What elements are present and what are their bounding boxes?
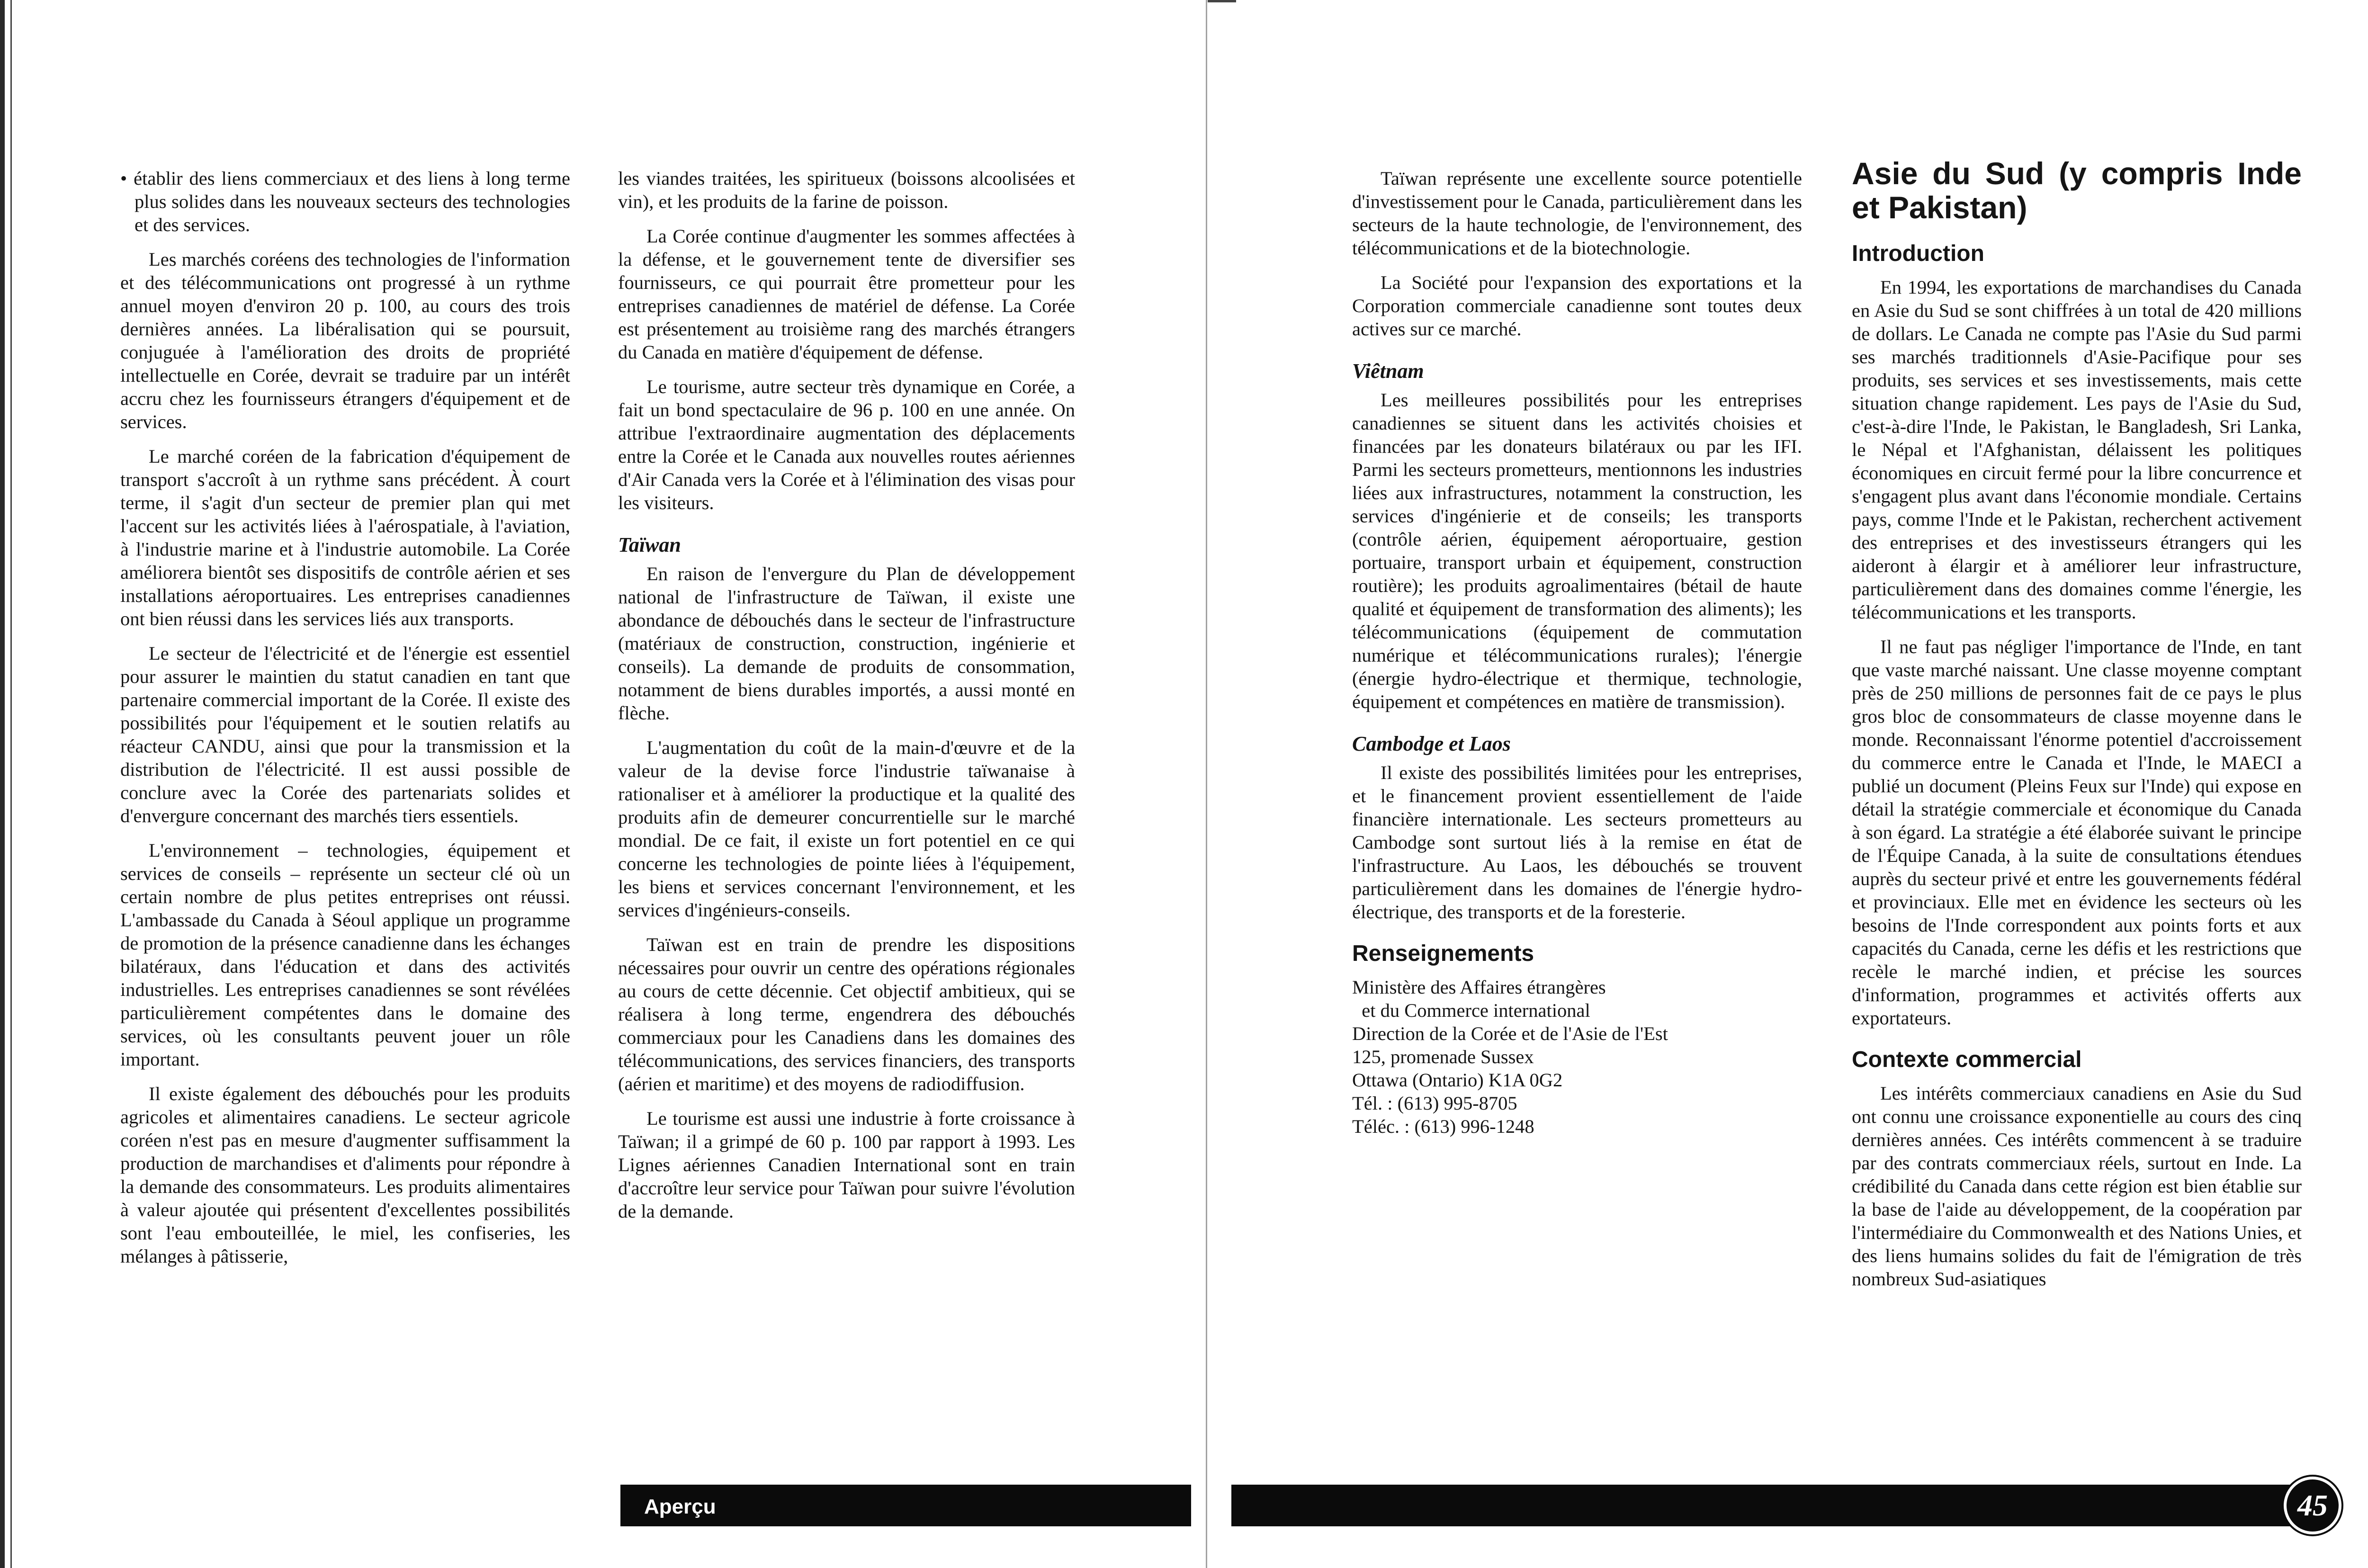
address-line: Ottawa (Ontario) K1A 0G2 bbox=[1352, 1069, 1563, 1091]
address-line: 125, promenade Sussex bbox=[1352, 1046, 1534, 1067]
paragraph: Les marchés coréens des technologies de l'information et des télécommunications ont progressé à un rythme annuel moyen d'environ 20 p. 100, au cours des trois dernières années. La libéralisation qui se poursuit, conjuguée à l'amélioration des droits de propriété intellectuelle en Corée, devrait se traduire par un intérêt accru chez les fournisseurs étrangers d'équipement et de services. bbox=[120, 249, 570, 432]
paragraph: Le secteur de l'électricité et de l'énergie est essentiel pour assurer le maintien du statut canadien en tant que partenaire commercial important de la Corée. Il existe des possibilités pour l'équipement et le soutien relatifs au réacteur CANDU, ainsi que pour la transmission et la distribution de l'électricité. Il est aussi possible de conclure avec la Corée des partenariats solides et d'envergure concernant des marchés tiers essentiels. bbox=[120, 643, 570, 826]
paragraph: Les intérêts commerciaux canadiens en Asie du Sud ont connu une croissance exponentielle au cours des cinq dernières années. Ces intérêts commencent à se traduire par des contrats commerciaux réels, surtout en Inde. La crédibilité du Canada dans cette région est bien établie sur la base de l'aide au développement, de la coopération par l'intermédiaire du Commonwealth et des Nations Unies, et des liens humains solides du fait de l'émigration de très nombreux Sud-asiatiques bbox=[1852, 1083, 2302, 1290]
right-page-column-4 bbox=[1852, 156, 2302, 1302]
left-page-column-2 bbox=[618, 167, 1075, 1234]
right-footer-bar bbox=[1231, 1485, 2316, 1526]
section-heading-taiwan: Taïwan bbox=[618, 533, 681, 556]
paragraph: La Société pour l'expansion des exportations et la Corporation commerciale canadienne sont toutes deux actives sur ce marché. bbox=[1352, 272, 1802, 340]
right-page-column-3 bbox=[1352, 167, 1802, 1138]
chapter-title: Asie du Sud (y compris Inde et Pakistan) bbox=[1852, 156, 2302, 225]
phone-line: Tél. : (613) 995-8705 bbox=[1352, 1093, 1517, 1114]
top-gutter-mark bbox=[1208, 0, 1236, 2]
page-number: 45 bbox=[2297, 1488, 2328, 1522]
paragraph: Le marché coréen de la fabrication d'équipement de transport s'accroît à un rythme sans précédent. À court terme, il s'agit d'un secteur de premier plan qui met l'accent sur les activités liées à l'aérospatiale, à l'aviation, à l'industrie marine et à l'industrie automobile. La Corée améliorera bientôt ses dispositifs de contrôle aérien et ses installations aéroportuaires. Les entreprises canadiennes ont bien réussi dans les services liés aux transports. bbox=[120, 446, 570, 629]
paragraph: Le tourisme, autre secteur très dynamique en Corée, a fait un bond spectaculaire de 96 p. 100 en une année. On attribue l'extraordinaire augmentation des déplacements entre la Corée et le Canada aux nouvelles routes aériennes d'Air Canada vers la Corée et à l'élimination des visas pour les visiteurs. bbox=[618, 376, 1075, 513]
paragraph-continued: les viandes traitées, les spiritueux (boissons alcoolisées et vin), et les produits de la farine de poisson. bbox=[618, 168, 1075, 212]
paragraph: La Corée continue d'augmenter les sommes affectées à la défense, et le gouvernement tente de diversifier ses fournisseurs, ce qui pourrait être prometteur pour les entreprises canadiennes de matériel de défense. La Corée est présentement au troisième rang des marchés étrangers du Canada en matière d'équipement de défense. bbox=[618, 225, 1075, 363]
paragraph: Il existe également des débouchés pour les produits agricoles et alimentaires canadiens. Le secteur agricole coréen n'est pas en mesure d'augmenter suffisamment la production de marchandises et d'aliments pour répondre à la demande des consommateurs. Les produits alimentaires à valeur ajoutée qui présentent d'excellentes possibilités sont l'eau embouteillée, le miel, les confiseries, les mélanges à pâtisserie, bbox=[120, 1083, 570, 1267]
left-page-column-1 bbox=[120, 167, 570, 1279]
paragraph: Le tourisme est aussi une industrie à forte croissance à Taïwan; il a grimpé de 60 p. 100 par rapport à 1993. Les Lignes aériennes Canadien International sont en train d'accroître leur service pour Taïwan pour suivre l'évolution de la demande. bbox=[618, 1108, 1075, 1222]
fax-line: Téléc. : (613) 996-1248 bbox=[1352, 1116, 1534, 1137]
left-binding-edge bbox=[0, 0, 5, 1568]
center-gutter bbox=[1206, 0, 1207, 1568]
bullet-item: • établir des liens commerciaux et des liens à long terme plus solides dans les nouveaux secteurs des technologies et des services. bbox=[120, 168, 570, 235]
section-heading-introduction: Introduction bbox=[1852, 241, 1984, 266]
address-line: Direction de la Corée et de l'Asie de l'Est bbox=[1352, 1023, 1668, 1044]
paragraph: Il existe des possibilités limitées pour les entreprises, et le financement provient essentiellement de l'aide financière internationale. Les secteurs prometteurs au Cambodge sont surtout liés à la remise en état de l'infrastructure. Au Laos, les débouchés se trouvent particulièrement dans les domaines de l'énergie hydro-électrique, des transports et de la foresterie. bbox=[1352, 762, 1802, 923]
paragraph: Taïwan représente une excellente source potentielle d'investissement pour le Canada, particulièrement dans les secteurs de la haute technologie, de l'environnement, des télécommunications et de la biotechnologie. bbox=[1352, 168, 1802, 259]
paragraph: L'environnement – technologies, équipement et services de conseils – représente un secteur clé où un certain nombre de plus petites entreprises ont réussi. L'ambassade du Canada à Séoul applique un programme de promotion de la présence canadienne dans les échanges bilatéraux, dans l'éducation et dans des activités industrielles. Les entreprises canadiennes se sont révélées particulièrement compétentes dans le domaine des services, où les consultants peuvent jouer un rôle important. bbox=[120, 840, 570, 1070]
footer-section-label: Aperçu bbox=[644, 1495, 716, 1518]
paragraph: Il ne faut pas négliger l'importance de l'Inde, en tant que vaste marché naissant. Une classe moyenne comptant près de 250 millions de personnes fait de ce pays le plus gros bloc de consommateurs de classe moyenne dans le monde. Reconnaissant l'énorme potentiel d'accroissement du commerce entre le Canada et l'Inde, le MAECI a publié un document (Pleins Feux sur l'Inde) qui expose en détail la stratégie commerciale et économique du Canada à son égard. La stratégie a été élaborée suivant le principe de l'Équipe Canada, à la suite de consultations étendues auprès du secteur privé et entre les gouvernements fédéral et provinciaux. Elle met en évidence les secteurs où les besoins de l'Inde correspondent aux points forts et aux capacités du Canada, cerne les défis et les restrictions que recèle le marché indien, et précise les sources d'information, programmes et activités offerts aux exportateurs. bbox=[1852, 636, 2302, 1029]
section-heading-renseignements: Renseignements bbox=[1352, 941, 1534, 966]
left-footer-bar bbox=[620, 1485, 1191, 1526]
left-edge-line bbox=[10, 0, 12, 1568]
page-number-badge bbox=[2284, 1477, 2341, 1534]
paragraph: Taïwan est en train de prendre les dispositions nécessaires pour ouvrir un centre des opérations régionales au cours de cette décennie. Cet objectif ambitieux, qui se réalisera à long terme, engendrera des débouchés commerciaux pour les Canadiens dans les domaines des télécommunications, des services financiers, des transports (aérien et maritime) et des moyens de radiodiffusion. bbox=[618, 934, 1075, 1094]
section-heading-contexte-commercial: Contexte commercial bbox=[1852, 1047, 2082, 1072]
address-line: et du Commerce international bbox=[1352, 1000, 1590, 1021]
paragraph: En raison de l'envergure du Plan de développement national de l'infrastructure de Taïwan, il existe une abondance de débouchés dans le secteur de l'infrastructure (matériaux de construction, construction, ingénierie et conseils). La demande de produits de consommation, notamment de biens durables importés, a aussi monté en flèche. bbox=[618, 563, 1075, 724]
section-heading-cambodge-laos: Cambodge et Laos bbox=[1352, 732, 1511, 755]
contact-address bbox=[1352, 976, 1802, 1138]
address-line: Ministère des Affaires étrangères bbox=[1352, 977, 1606, 998]
paragraph: L'augmentation du coût de la main-d'œuvre et de la valeur de la devise force l'industrie taïwanaise à rationaliser et à améliorer la productique et la qualité des produits afin de demeurer concurrentielle sur le marché mondial. De ce fait, il existe un fort potentiel en ce qui concerne les technologies de pointe liées à l'équipement, les biens et services concernant l'environnement, et les services d'ingénieurs-conseils. bbox=[618, 737, 1075, 921]
paragraph: Les meilleures possibilités pour les entreprises canadiennes se situent dans les activités choisies et financées par les donateurs bilatéraux ou par les IFI. Parmi les secteurs prometteurs, mentionnons les industries liées aux infrastructures, notamment la construction, les services d'ingénierie et de conseils; les transports (contrôle aérien, équipement aéroportuaire, gestion portuaire, transport urbain et équipement, construction routière); les produits agroalimentaires (bétail de haute qualité et équipement de transformation des aliments); les télécommunications (équipement de commutation numérique et télécommunications rurales); l'énergie (énergie hydro-électrique et thermique, technologie, équipement et compétences en matière de transmission). bbox=[1352, 389, 1802, 712]
section-heading-vietnam: Viêtnam bbox=[1352, 359, 1424, 383]
paragraph: En 1994, les exportations de marchandises du Canada en Asie du Sud se sont chiffrées à un total de 420 millions de dollars. Le Canada ne compte pas l'Asie du Sud parmi ses marchés traditionnels d'Asie-Pacifique pour ses produits, ses services et ses investissements, mais cette situation change rapidement. Les pays de l'Asie du Sud, c'est-à-dire l'Inde, le Pakistan, le Bangladesh, Sri Lanka, le Népal et l'Afghanistan, délaissent les politiques économiques en circuit fermé pour la libre concurrence et s'engagent plus avant dans l'économie mondiale. Certains pays, comme l'Inde et le Pakistan, recherchent activement des entreprises et des investisseurs étrangers qui les aideront à élargir et à améliorer leur infrastructure, particulièrement dans des domaines comme l'énergie, les télécommunications et les transports. bbox=[1852, 277, 2302, 623]
